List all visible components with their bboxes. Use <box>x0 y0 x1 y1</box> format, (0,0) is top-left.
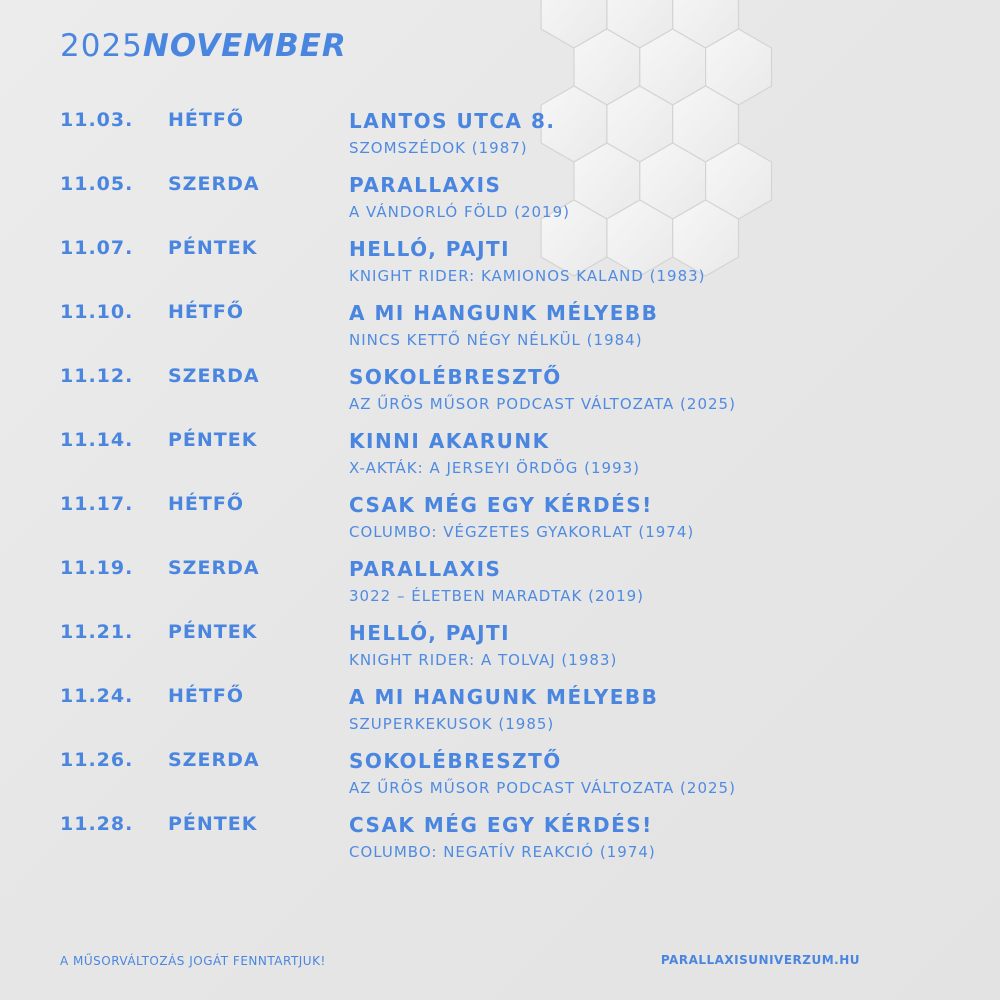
episode-title: COLUMBO: VÉGZETES GYAKORLAT (1974) <box>349 523 695 541</box>
schedule-row <box>0 426 1000 490</box>
schedule-day: PÉNTEK <box>168 813 258 835</box>
schedule-date: 11.24. <box>60 685 134 707</box>
schedule-date: 11.12. <box>60 365 134 387</box>
episode-title: KNIGHT RIDER: A TOLVAJ (1983) <box>349 651 618 669</box>
schedule-date: 11.05. <box>60 173 134 195</box>
schedule-day: SZERDA <box>168 749 260 771</box>
footer-website-link[interactable]: PARALLAXISUNIVERZUM.HU <box>660 953 860 967</box>
schedule-day: HÉTFŐ <box>168 493 244 515</box>
schedule-day: PÉNTEK <box>168 429 258 451</box>
episode-title: SZUPERKEKUSOK (1985) <box>349 715 555 733</box>
schedule-day: SZERDA <box>168 365 260 387</box>
schedule-row <box>0 682 1000 746</box>
schedule-row <box>0 234 1000 298</box>
episode-title: AZ ŰRÖS MŰSOR PODCAST VÁLTOZATA (2025) <box>349 779 736 797</box>
show-title: LANTOS UTCA 8. <box>349 109 556 133</box>
title-month: NOVEMBER <box>142 28 347 64</box>
schedule-row <box>0 746 1000 810</box>
show-title: HELLÓ, PAJTI <box>349 237 511 261</box>
show-title: PARALLAXIS <box>349 173 502 197</box>
episode-title: 3022 – ÉLETBEN MARADTAK (2019) <box>349 587 645 605</box>
schedule-date: 11.03. <box>60 109 134 131</box>
schedule-day: SZERDA <box>168 173 260 195</box>
schedule-date: 11.10. <box>60 301 134 323</box>
episode-title: KNIGHT RIDER: KAMIONOS KALAND (1983) <box>349 267 706 285</box>
schedule-day: PÉNTEK <box>168 621 258 643</box>
schedule-day: SZERDA <box>168 557 260 579</box>
schedule-date: 11.19. <box>60 557 134 579</box>
schedule-day: HÉTFŐ <box>168 109 244 131</box>
show-title: CSAK MÉG EGY KÉRDÉS! <box>349 493 653 517</box>
show-title: SOKOLÉBRESZTŐ <box>349 749 562 773</box>
schedule-row <box>0 490 1000 554</box>
schedule-row <box>0 170 1000 234</box>
schedule-row <box>0 298 1000 362</box>
show-title: SOKOLÉBRESZTŐ <box>349 365 562 389</box>
schedule-date: 11.21. <box>60 621 134 643</box>
episode-title: A VÁNDORLÓ FÖLD (2019) <box>349 203 570 221</box>
show-title: CSAK MÉG EGY KÉRDÉS! <box>349 813 653 837</box>
schedule-date: 11.17. <box>60 493 134 515</box>
episode-title: SZOMSZÉDOK (1987) <box>349 139 528 157</box>
show-title: A MI HANGUNK MÉLYEBB <box>349 301 659 325</box>
title-year: 2025 <box>60 28 143 64</box>
schedule-row <box>0 362 1000 426</box>
show-title: KINNI AKARUNK <box>349 429 550 453</box>
episode-title: COLUMBO: NEGATÍV REAKCIÓ (1974) <box>349 843 656 861</box>
schedule-date: 11.28. <box>60 813 134 835</box>
schedule-date: 11.26. <box>60 749 134 771</box>
show-title: A MI HANGUNK MÉLYEBB <box>349 685 659 709</box>
show-title: HELLÓ, PAJTI <box>349 621 511 645</box>
episode-title: X-AKTÁK: A JERSEYI ÖRDÖG (1993) <box>349 459 641 477</box>
page-title <box>60 28 347 64</box>
schedule-day: PÉNTEK <box>168 237 258 259</box>
show-title: PARALLAXIS <box>349 557 502 581</box>
schedule-day: HÉTFŐ <box>168 301 244 323</box>
episode-title: NINCS KETTŐ NÉGY NÉLKÜL (1984) <box>349 331 643 349</box>
schedule-row <box>0 618 1000 682</box>
schedule-row <box>0 554 1000 618</box>
episode-title: AZ ŰRÖS MŰSOR PODCAST VÁLTOZATA (2025) <box>349 395 736 413</box>
schedule-list <box>0 106 1000 874</box>
footer-disclaimer: A MŰSORVÁLTOZÁS JOGÁT FENNTARTJUK! <box>60 954 326 968</box>
schedule-day: HÉTFŐ <box>168 685 244 707</box>
schedule-row <box>0 106 1000 170</box>
schedule-date: 11.14. <box>60 429 134 451</box>
schedule-date: 11.07. <box>60 237 134 259</box>
schedule-row <box>0 810 1000 874</box>
